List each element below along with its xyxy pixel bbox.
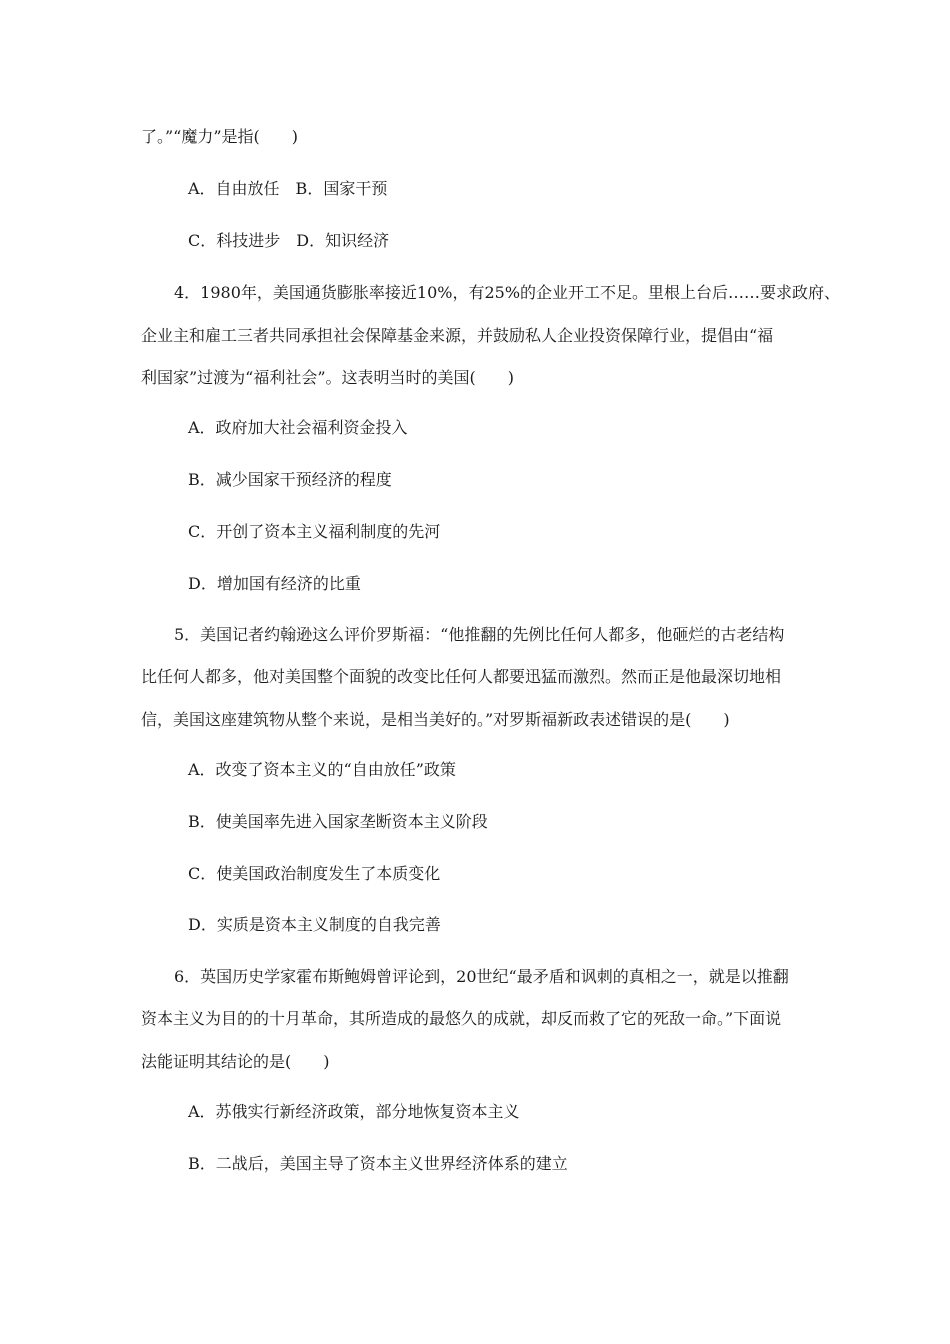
q4-stem-line-1: 4．1980年，美国通货膨胀率接近10%，有25%的企业开工不足。里根上台后……要求政府、 [174,283,841,302]
q6-option-a: A．苏俄实行新经济政策，部分地恢复资本主义 [188,1102,520,1121]
q5-option-c: C．使美国政治制度发生了本质变化 [188,864,441,883]
q6-stem-line-1: 6．英国历史学家霍布斯鲍姆曾评论到，20世纪“最矛盾和讽刺的真相之一，就是以推翻 [174,967,789,986]
q3-options-row2: C．科技进步 D．知识经济 [188,231,390,250]
q4-stem-line-2: 企业主和雇工三者共同承担社会保障基金来源，并鼓励私人企业投资保障行业，提倡由“福 [141,326,774,345]
q5-option-d: D．实质是资本主义制度的自我完善 [188,915,441,934]
q3-stem-tail: 了。”“魔力”是指( ) [141,127,299,146]
q6-option-b: B．二战后，美国主导了资本主义世界经济体系的建立 [188,1154,568,1173]
q5-option-a: A．改变了资本主义的“自由放任”政策 [188,760,456,779]
q4-option-b: B．减少国家干预经济的程度 [188,470,392,489]
q3-options-row1: A．自由放任 B．国家干预 [188,179,388,198]
q5-option-b: B．使美国率先进入国家垄断资本主义阶段 [188,812,488,831]
q5-stem-line-3: 信，美国这座建筑物从整个来说，是相当美好的。”对罗斯福新政表述错误的是( ) [141,710,730,729]
q4-option-c: C．开创了资本主义福利制度的先河 [188,522,441,541]
q6-stem-line-3: 法能证明其结论的是( ) [141,1052,330,1071]
q4-option-d: D．增加国有经济的比重 [188,574,361,593]
q4-stem-line-3: 利国家”过渡为“福利社会”。这表明当时的美国( ) [141,368,515,387]
q5-stem-line-2: 比任何人都多，他对美国整个面貌的改变比任何人都要迅猛而激烈。然而正是他最深切地相 [141,667,782,686]
q6-stem-line-2: 资本主义为目的的十月革命，其所造成的最悠久的成就，却反而救了它的死敌一命。”下面说 [141,1009,782,1028]
q5-stem-line-1: 5．美国记者约翰逊这么评价罗斯福：“他推翻的先例比任何人都多，他砸烂的古老结构 [174,625,785,644]
q4-option-a: A．政府加大社会福利资金投入 [188,418,408,437]
